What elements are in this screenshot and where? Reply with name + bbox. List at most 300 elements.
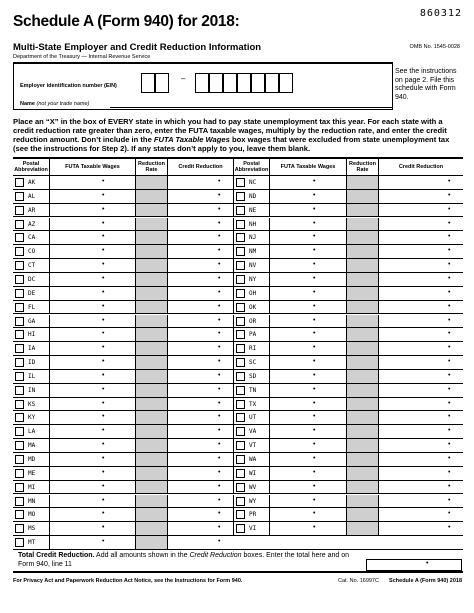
- state-checkbox[interactable]: [236, 247, 245, 256]
- credit-input[interactable]: [167, 425, 233, 438]
- credit-input[interactable]: [167, 495, 233, 508]
- futa-input[interactable]: [49, 315, 135, 328]
- credit-input[interactable]: [167, 231, 233, 244]
- table-row: [13, 398, 463, 412]
- rate-input[interactable]: [135, 425, 167, 438]
- rate-input[interactable]: [135, 495, 167, 508]
- decimal-dot: •: [313, 413, 316, 421]
- credit-input[interactable]: [378, 218, 463, 231]
- rate-input[interactable]: [346, 356, 378, 369]
- futa-input[interactable]: [49, 328, 135, 341]
- state-abbreviation: TX: [249, 400, 257, 408]
- state-checkbox[interactable]: [15, 524, 24, 533]
- decimal-dot: •: [102, 399, 105, 407]
- rate-input[interactable]: [135, 411, 167, 424]
- futa-input[interactable]: [269, 453, 346, 466]
- futa-input[interactable]: [269, 190, 346, 203]
- state-checkbox[interactable]: [15, 497, 24, 506]
- decimal-dot: •: [102, 274, 105, 282]
- ein-digit-input[interactable]: [223, 73, 237, 93]
- futa-input[interactable]: [269, 425, 346, 438]
- decimal-dot: •: [102, 191, 105, 199]
- rate-input[interactable]: [135, 439, 167, 452]
- credit-input[interactable]: [378, 481, 463, 494]
- futa-input[interactable]: [49, 453, 135, 466]
- credit-input[interactable]: [378, 508, 463, 521]
- rate-input[interactable]: [135, 301, 167, 314]
- state-cell: [233, 398, 269, 411]
- futa-input[interactable]: [269, 204, 346, 217]
- rate-input[interactable]: [135, 453, 167, 466]
- futa-input[interactable]: [269, 467, 346, 480]
- state-checkbox[interactable]: [236, 413, 245, 422]
- futa-input[interactable]: [269, 259, 346, 272]
- rate-input[interactable]: [346, 425, 378, 438]
- state-cell: [13, 508, 49, 521]
- state-cell: [233, 328, 269, 341]
- rate-input[interactable]: [135, 370, 167, 383]
- credit-input[interactable]: [167, 273, 233, 286]
- credit-input[interactable]: [378, 356, 463, 369]
- futa-input[interactable]: [269, 176, 346, 189]
- credit-input[interactable]: [167, 370, 233, 383]
- rate-input[interactable]: [346, 481, 378, 494]
- state-checkbox[interactable]: [15, 372, 24, 381]
- state-checkbox[interactable]: [236, 178, 245, 187]
- credit-input[interactable]: [378, 231, 463, 244]
- state-abbreviation: KS: [28, 400, 36, 408]
- decimal-dot: •: [102, 538, 105, 546]
- futa-input[interactable]: [269, 370, 346, 383]
- state-checkbox[interactable]: [236, 303, 245, 312]
- state-checkbox[interactable]: [15, 441, 24, 450]
- credit-input[interactable]: [167, 398, 233, 411]
- credit-input[interactable]: [378, 301, 463, 314]
- credit-input[interactable]: [378, 467, 463, 480]
- credit-input[interactable]: [167, 522, 233, 535]
- futa-input[interactable]: [49, 176, 135, 189]
- futa-input[interactable]: [49, 411, 135, 424]
- credit-input[interactable]: [378, 425, 463, 438]
- credit-input[interactable]: [378, 190, 463, 203]
- decimal-dot: •: [448, 205, 451, 213]
- state-checkbox[interactable]: [15, 220, 24, 229]
- state-cell: [233, 301, 269, 314]
- futa-input[interactable]: [49, 287, 135, 300]
- futa-input[interactable]: [49, 398, 135, 411]
- rate-input[interactable]: [346, 495, 378, 508]
- state-checkbox[interactable]: [236, 206, 245, 215]
- rate-input[interactable]: [346, 204, 378, 217]
- credit-input[interactable]: [167, 176, 233, 189]
- rate-input[interactable]: [346, 342, 378, 355]
- futa-input[interactable]: [49, 425, 135, 438]
- state-abbreviation: MO: [28, 511, 36, 519]
- futa-input[interactable]: [49, 356, 135, 369]
- state-checkbox[interactable]: [15, 289, 24, 298]
- credit-input[interactable]: [167, 342, 233, 355]
- rate-input[interactable]: [135, 508, 167, 521]
- rate-input[interactable]: [135, 273, 167, 286]
- state-checkbox[interactable]: [15, 233, 24, 242]
- rate-input[interactable]: [346, 467, 378, 480]
- rate-input[interactable]: [346, 273, 378, 286]
- table-row: [13, 495, 463, 509]
- state-abbreviation: NH: [249, 220, 257, 228]
- state-checkbox[interactable]: [15, 483, 24, 492]
- state-cell: [13, 481, 49, 494]
- credit-input[interactable]: [378, 384, 463, 397]
- rate-input[interactable]: [346, 287, 378, 300]
- ein-digit-input[interactable]: [155, 73, 169, 93]
- decimal-dot: •: [102, 455, 105, 462]
- rate-input[interactable]: [346, 453, 378, 466]
- credit-input[interactable]: [378, 453, 463, 466]
- footer-privacy-notice: For Privacy Act and Paperwork Reduction Act Notice, see the Instructions for Form 940.: [13, 578, 243, 584]
- state-checkbox[interactable]: [236, 510, 245, 519]
- column-header-futa-right: FUTA Taxable Wages: [269, 157, 346, 176]
- decimal-dot: •: [218, 482, 221, 490]
- state-cell: [13, 411, 49, 424]
- state-checkbox[interactable]: [15, 358, 24, 367]
- credit-input[interactable]: [167, 439, 233, 452]
- futa-input[interactable]: [269, 328, 346, 341]
- state-cell: [13, 301, 49, 314]
- credit-input[interactable]: [378, 259, 463, 272]
- table-row: [13, 425, 463, 439]
- decimal-dot: •: [313, 274, 316, 282]
- credit-input[interactable]: [378, 245, 463, 258]
- state-checkbox[interactable]: [15, 413, 24, 422]
- futa-input[interactable]: [49, 495, 135, 508]
- state-checkbox[interactable]: [236, 483, 245, 492]
- state-cell: [13, 398, 49, 411]
- state-abbreviation: TN: [249, 386, 257, 394]
- rate-input[interactable]: [135, 218, 167, 231]
- credit-input[interactable]: [167, 536, 233, 549]
- rate-input[interactable]: [135, 481, 167, 494]
- credit-input[interactable]: [378, 204, 463, 217]
- state-cell: [233, 481, 269, 494]
- rate-input[interactable]: [346, 411, 378, 424]
- futa-input[interactable]: [49, 204, 135, 217]
- decimal-dot: •: [218, 344, 221, 352]
- rate-input[interactable]: [135, 356, 167, 369]
- decimal-dot: •: [313, 330, 316, 338]
- futa-input[interactable]: [49, 439, 135, 452]
- futa-input[interactable]: [49, 481, 135, 494]
- rate-input[interactable]: [346, 315, 378, 328]
- credit-input[interactable]: [167, 301, 233, 314]
- state-checkbox[interactable]: [236, 497, 245, 506]
- decimal-dot: •: [218, 455, 221, 462]
- state-abbreviation: NJ: [249, 234, 257, 242]
- state-abbreviation: FL: [28, 303, 36, 311]
- state-checkbox[interactable]: [236, 192, 245, 201]
- futa-input[interactable]: [269, 245, 346, 258]
- state-checkbox[interactable]: [15, 400, 24, 409]
- rate-input[interactable]: [135, 384, 167, 397]
- ein-digit-input[interactable]: [209, 73, 223, 93]
- state-checkbox[interactable]: [236, 233, 245, 242]
- rate-input[interactable]: [135, 204, 167, 217]
- credit-input[interactable]: [167, 204, 233, 217]
- state-checkbox[interactable]: [236, 455, 245, 464]
- credit-input[interactable]: [167, 287, 233, 300]
- state-abbreviation: DE: [28, 289, 36, 297]
- decimal-dot: •: [448, 219, 451, 227]
- state-checkbox[interactable]: [15, 317, 24, 326]
- futa-input[interactable]: [49, 536, 135, 549]
- footer-form-id: Schedule A (Form 940) 2018: [389, 578, 462, 584]
- state-abbreviation: NY: [249, 275, 257, 283]
- column-header-rate-right: Reduction Rate: [346, 157, 378, 176]
- decimal-dot: •: [102, 385, 105, 393]
- state-checkbox[interactable]: [15, 178, 24, 187]
- decimal-dot: •: [313, 178, 316, 185]
- rate-input[interactable]: [346, 370, 378, 383]
- table-row: [13, 231, 463, 245]
- rate-input[interactable]: [135, 176, 167, 189]
- state-cell: [13, 245, 49, 258]
- futa-input[interactable]: [269, 495, 346, 508]
- state-checkbox[interactable]: [236, 400, 245, 409]
- rate-input[interactable]: [346, 398, 378, 411]
- state-checkbox[interactable]: [236, 386, 245, 395]
- futa-input[interactable]: [49, 384, 135, 397]
- state-checkbox[interactable]: [236, 317, 245, 326]
- decimal-dot: •: [102, 219, 105, 227]
- rate-input[interactable]: [346, 218, 378, 231]
- decimal-dot: •: [313, 496, 316, 504]
- rate-input[interactable]: [135, 231, 167, 244]
- credit-input[interactable]: [378, 176, 463, 189]
- futa-input[interactable]: [49, 259, 135, 272]
- decimal-dot: •: [218, 358, 221, 366]
- rate-input[interactable]: [135, 259, 167, 272]
- decimal-dot: •: [313, 247, 316, 255]
- credit-input[interactable]: [167, 218, 233, 231]
- credit-input[interactable]: [167, 328, 233, 341]
- credit-input[interactable]: [378, 315, 463, 328]
- rate-input[interactable]: [346, 259, 378, 272]
- state-checkbox[interactable]: [15, 192, 24, 201]
- futa-input[interactable]: [269, 287, 346, 300]
- futa-input[interactable]: [49, 301, 135, 314]
- futa-input[interactable]: [49, 273, 135, 286]
- table-row: [13, 176, 463, 190]
- credit-input[interactable]: [167, 315, 233, 328]
- futa-input[interactable]: [49, 508, 135, 521]
- ein-digit-input[interactable]: [195, 73, 209, 93]
- state-checkbox[interactable]: [236, 358, 245, 367]
- state-cell: [13, 315, 49, 328]
- decimal-dot: •: [448, 274, 451, 282]
- ein-digit-input[interactable]: [237, 73, 251, 93]
- credit-input[interactable]: [167, 467, 233, 480]
- rate-input[interactable]: [135, 190, 167, 203]
- state-checkbox[interactable]: [15, 206, 24, 215]
- rate-input[interactable]: [346, 508, 378, 521]
- state-abbreviation: UT: [249, 414, 257, 422]
- decimal-dot: •: [448, 482, 451, 490]
- futa-input[interactable]: [269, 356, 346, 369]
- state-checkbox[interactable]: [236, 289, 245, 298]
- state-checkbox[interactable]: [236, 330, 245, 339]
- futa-input[interactable]: [269, 481, 346, 494]
- futa-input[interactable]: [49, 342, 135, 355]
- futa-input[interactable]: [49, 190, 135, 203]
- credit-input[interactable]: [378, 522, 463, 535]
- rate-input[interactable]: [346, 190, 378, 203]
- state-cell: [13, 356, 49, 369]
- credit-input[interactable]: [167, 384, 233, 397]
- state-checkbox[interactable]: [236, 427, 245, 436]
- credit-input[interactable]: [167, 508, 233, 521]
- state-abbreviation: SC: [249, 359, 257, 367]
- state-checkbox[interactable]: [15, 303, 24, 312]
- ein-digit-input[interactable]: [265, 73, 279, 93]
- rate-input[interactable]: [346, 301, 378, 314]
- credit-input[interactable]: [378, 273, 463, 286]
- rate-input[interactable]: [135, 287, 167, 300]
- decimal-dot: •: [218, 302, 221, 310]
- rate-input[interactable]: [135, 398, 167, 411]
- state-checkbox[interactable]: [15, 455, 24, 464]
- futa-input[interactable]: [49, 218, 135, 231]
- credit-input[interactable]: [378, 411, 463, 424]
- futa-input[interactable]: [269, 439, 346, 452]
- rate-input[interactable]: [346, 231, 378, 244]
- credit-input[interactable]: [378, 398, 463, 411]
- rate-input[interactable]: [135, 522, 167, 535]
- state-cell: [233, 218, 269, 231]
- decimal-dot: •: [102, 178, 105, 185]
- state-checkbox[interactable]: [236, 220, 245, 229]
- credit-input[interactable]: [167, 453, 233, 466]
- decimal-dot: •: [102, 510, 105, 518]
- footer-cat-number: Cat. No. 16997C: [338, 578, 379, 584]
- state-checkbox[interactable]: [15, 386, 24, 395]
- state-cell: [233, 384, 269, 397]
- table-row: [13, 536, 463, 550]
- state-checkbox[interactable]: [15, 247, 24, 256]
- rate-input[interactable]: [346, 522, 378, 535]
- rate-input[interactable]: [135, 328, 167, 341]
- futa-input[interactable]: [269, 342, 346, 355]
- rate-input[interactable]: [135, 245, 167, 258]
- decimal-dot: •: [102, 233, 105, 241]
- credit-input[interactable]: [167, 190, 233, 203]
- decimal-dot: •: [218, 274, 221, 282]
- state-checkbox[interactable]: [15, 427, 24, 436]
- decimal-dot: •: [313, 233, 316, 241]
- futa-input[interactable]: [269, 218, 346, 231]
- state-checkbox[interactable]: [236, 524, 245, 533]
- credit-input[interactable]: [378, 370, 463, 383]
- state-checkbox[interactable]: [236, 344, 245, 353]
- state-cell: [233, 315, 269, 328]
- futa-input[interactable]: [269, 522, 346, 535]
- credit-input[interactable]: [378, 495, 463, 508]
- state-checkbox[interactable]: [236, 372, 245, 381]
- rate-input[interactable]: [135, 342, 167, 355]
- state-checkbox[interactable]: [15, 261, 24, 270]
- credit-input[interactable]: [378, 328, 463, 341]
- ein-digit-input[interactable]: [141, 73, 155, 93]
- state-checkbox[interactable]: [15, 469, 24, 478]
- rate-input[interactable]: [346, 176, 378, 189]
- rate-input[interactable]: [346, 384, 378, 397]
- futa-input[interactable]: [49, 522, 135, 535]
- futa-input[interactable]: [49, 467, 135, 480]
- name-input[interactable]: [110, 107, 392, 108]
- credit-input[interactable]: [167, 245, 233, 258]
- state-checkbox[interactable]: [15, 344, 24, 353]
- futa-input[interactable]: [269, 231, 346, 244]
- state-cell: [13, 190, 49, 203]
- rate-input[interactable]: [346, 245, 378, 258]
- state-checkbox[interactable]: [236, 261, 245, 270]
- total-credit-reduction-input[interactable]: [366, 559, 462, 571]
- futa-input[interactable]: [269, 508, 346, 521]
- credit-input[interactable]: [167, 259, 233, 272]
- futa-input[interactable]: [269, 384, 346, 397]
- state-checkbox[interactable]: [236, 275, 245, 284]
- decimal-dot: •: [313, 371, 316, 379]
- rate-input[interactable]: [135, 536, 167, 549]
- state-checkbox[interactable]: [15, 510, 24, 519]
- futa-input[interactable]: [269, 273, 346, 286]
- column-header-futa-left: FUTA Taxable Wages: [49, 157, 135, 176]
- state-abbreviation: IA: [28, 345, 36, 353]
- credit-input[interactable]: [167, 411, 233, 424]
- state-checkbox[interactable]: [236, 441, 245, 450]
- state-checkbox[interactable]: [15, 330, 24, 339]
- table-row: [13, 328, 463, 342]
- decimal-dot: •: [448, 427, 451, 435]
- futa-input[interactable]: [269, 315, 346, 328]
- decimal-dot: •: [448, 455, 451, 462]
- futa-input[interactable]: [49, 245, 135, 258]
- decimal-dot: •: [313, 468, 316, 476]
- state-checkbox[interactable]: [15, 275, 24, 284]
- credit-input[interactable]: [378, 439, 463, 452]
- rate-input[interactable]: [135, 467, 167, 480]
- futa-input[interactable]: [269, 398, 346, 411]
- ein-digit-input[interactable]: [279, 73, 293, 93]
- rate-input[interactable]: [346, 439, 378, 452]
- state-checkbox[interactable]: [236, 469, 245, 478]
- rate-input[interactable]: [346, 328, 378, 341]
- column-header-postal-right: Postal Abbreviation: [233, 157, 269, 176]
- rate-input[interactable]: [135, 315, 167, 328]
- futa-input[interactable]: [49, 231, 135, 244]
- credit-input[interactable]: [167, 481, 233, 494]
- credit-input[interactable]: [378, 287, 463, 300]
- futa-input[interactable]: [49, 370, 135, 383]
- state-checkbox[interactable]: [15, 538, 24, 547]
- state-cell: [233, 176, 269, 189]
- state-abbreviation: CO: [28, 248, 36, 256]
- credit-input[interactable]: [378, 342, 463, 355]
- ein-digit-input[interactable]: [251, 73, 265, 93]
- state-abbreviation: MN: [28, 497, 36, 505]
- credit-input[interactable]: [167, 356, 233, 369]
- futa-input[interactable]: [269, 301, 346, 314]
- futa-input[interactable]: [269, 411, 346, 424]
- decimal-dot: •: [448, 247, 451, 255]
